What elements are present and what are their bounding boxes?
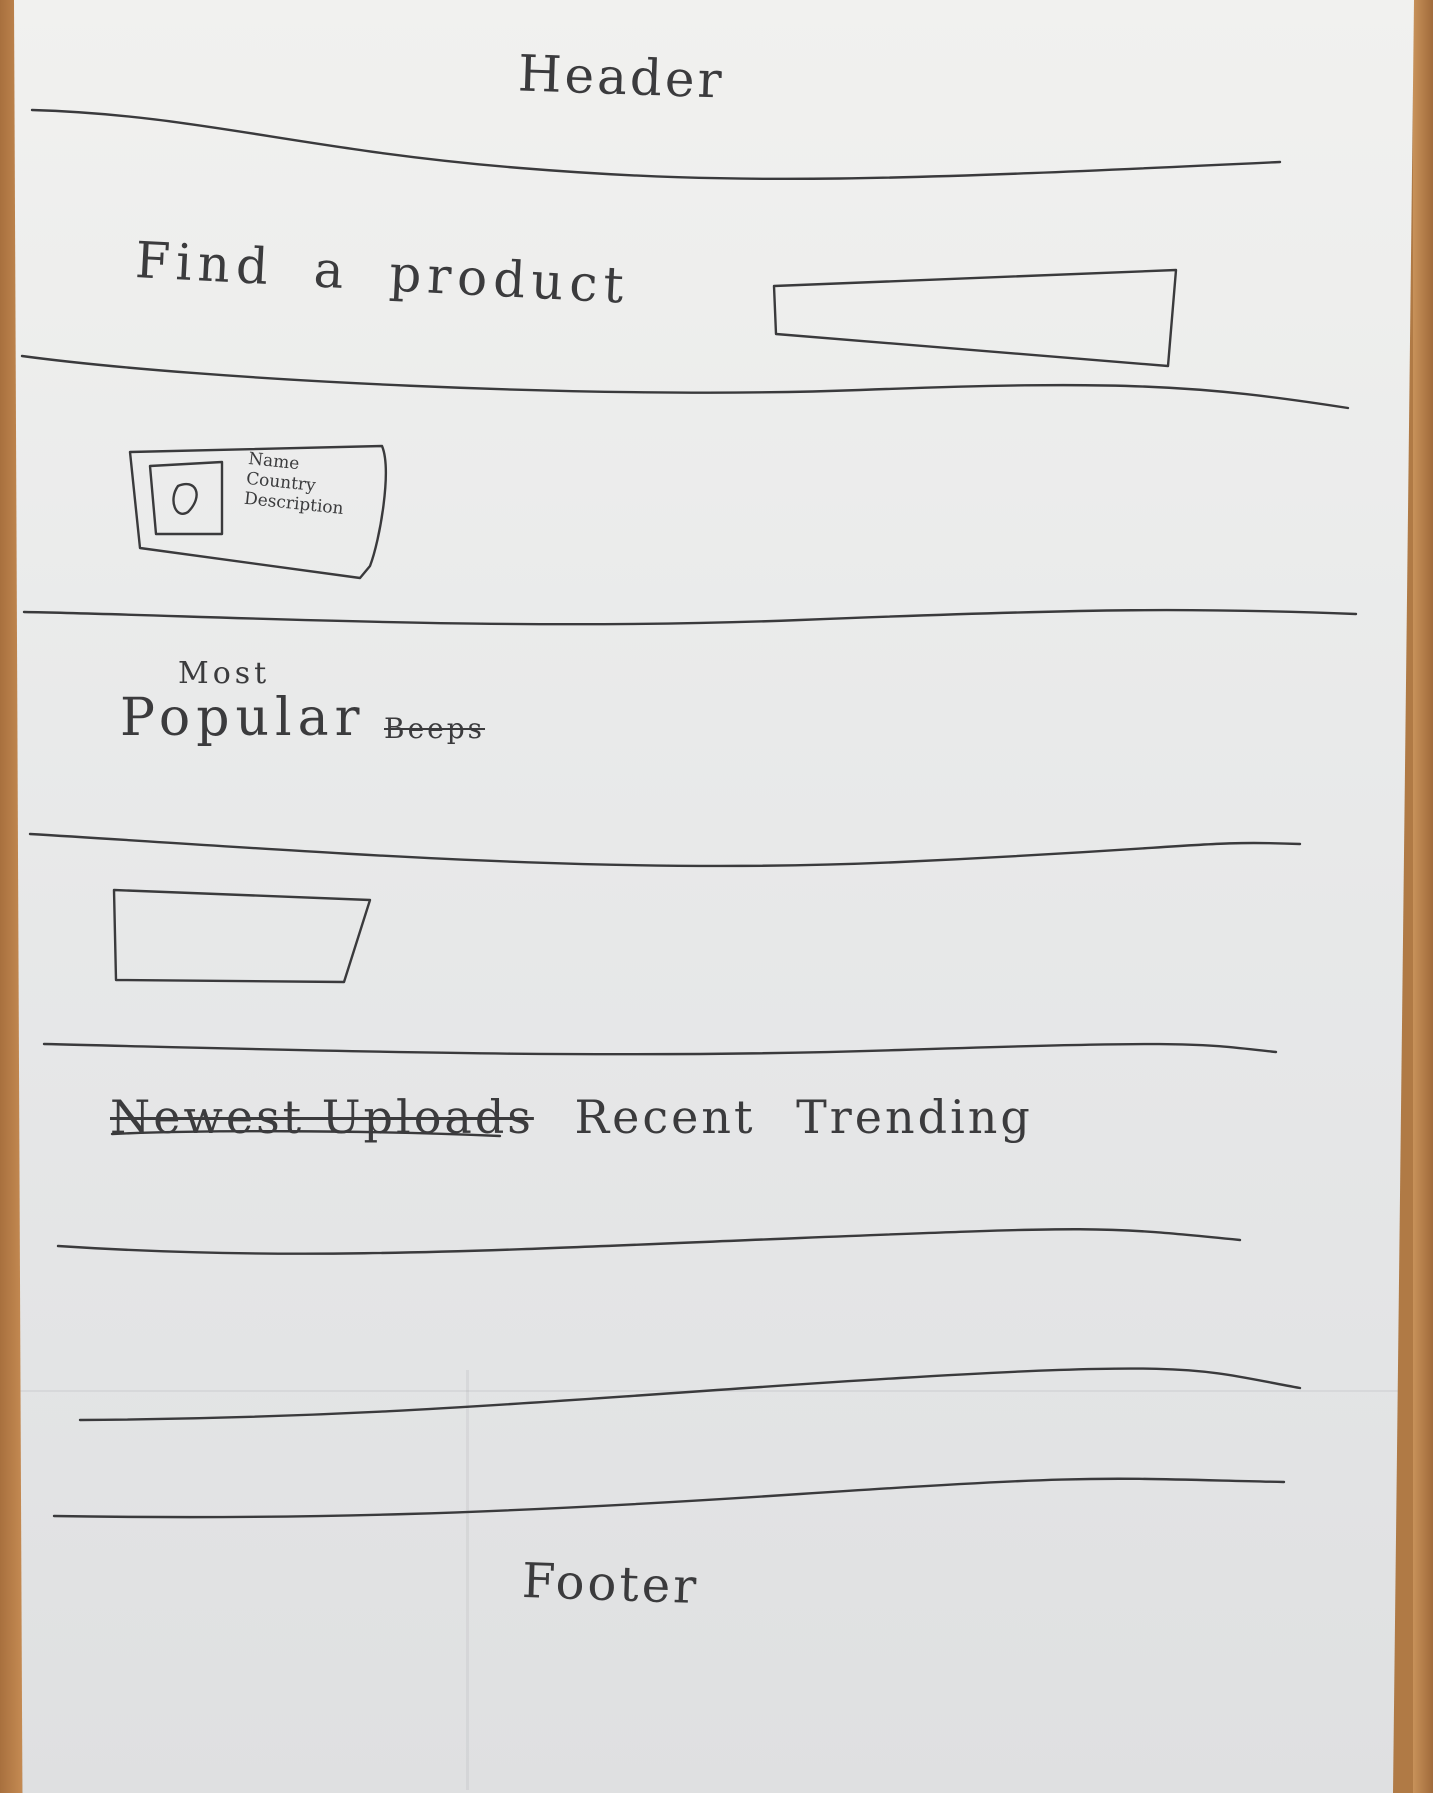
card-divider [24, 610, 1356, 624]
footer-divider [54, 1479, 1284, 1517]
product-description: Description [243, 488, 345, 520]
product-country: Country [245, 468, 317, 497]
product-image-frame [150, 462, 222, 534]
popular-divider [30, 834, 1300, 866]
feature-divider [44, 1044, 1276, 1054]
tab-newest-uploads[interactable]: Newest Uploads [110, 1090, 534, 1144]
footer-label: Footer [521, 1552, 701, 1616]
tabs-divider [58, 1229, 1240, 1253]
product-card-text[interactable] [243, 449, 349, 519]
tab-trending[interactable]: Trending [796, 1090, 1033, 1144]
content-divider [80, 1369, 1300, 1420]
tab-recent[interactable]: Recent [574, 1090, 756, 1144]
popular-section-label: Popular [120, 688, 366, 748]
feature-banner-placeholder[interactable] [112, 880, 372, 984]
product-image-glyph [173, 484, 196, 514]
product-name: Name [247, 448, 301, 475]
search-label: Find a product [133, 231, 631, 315]
search-input[interactable] [772, 270, 1178, 368]
header-divider [32, 110, 1280, 179]
popular-struck-word: Beeps [384, 712, 486, 745]
content-tabs [110, 1090, 1059, 1144]
header-label: Header [517, 44, 726, 110]
popular-insert-label: Most [178, 656, 271, 691]
